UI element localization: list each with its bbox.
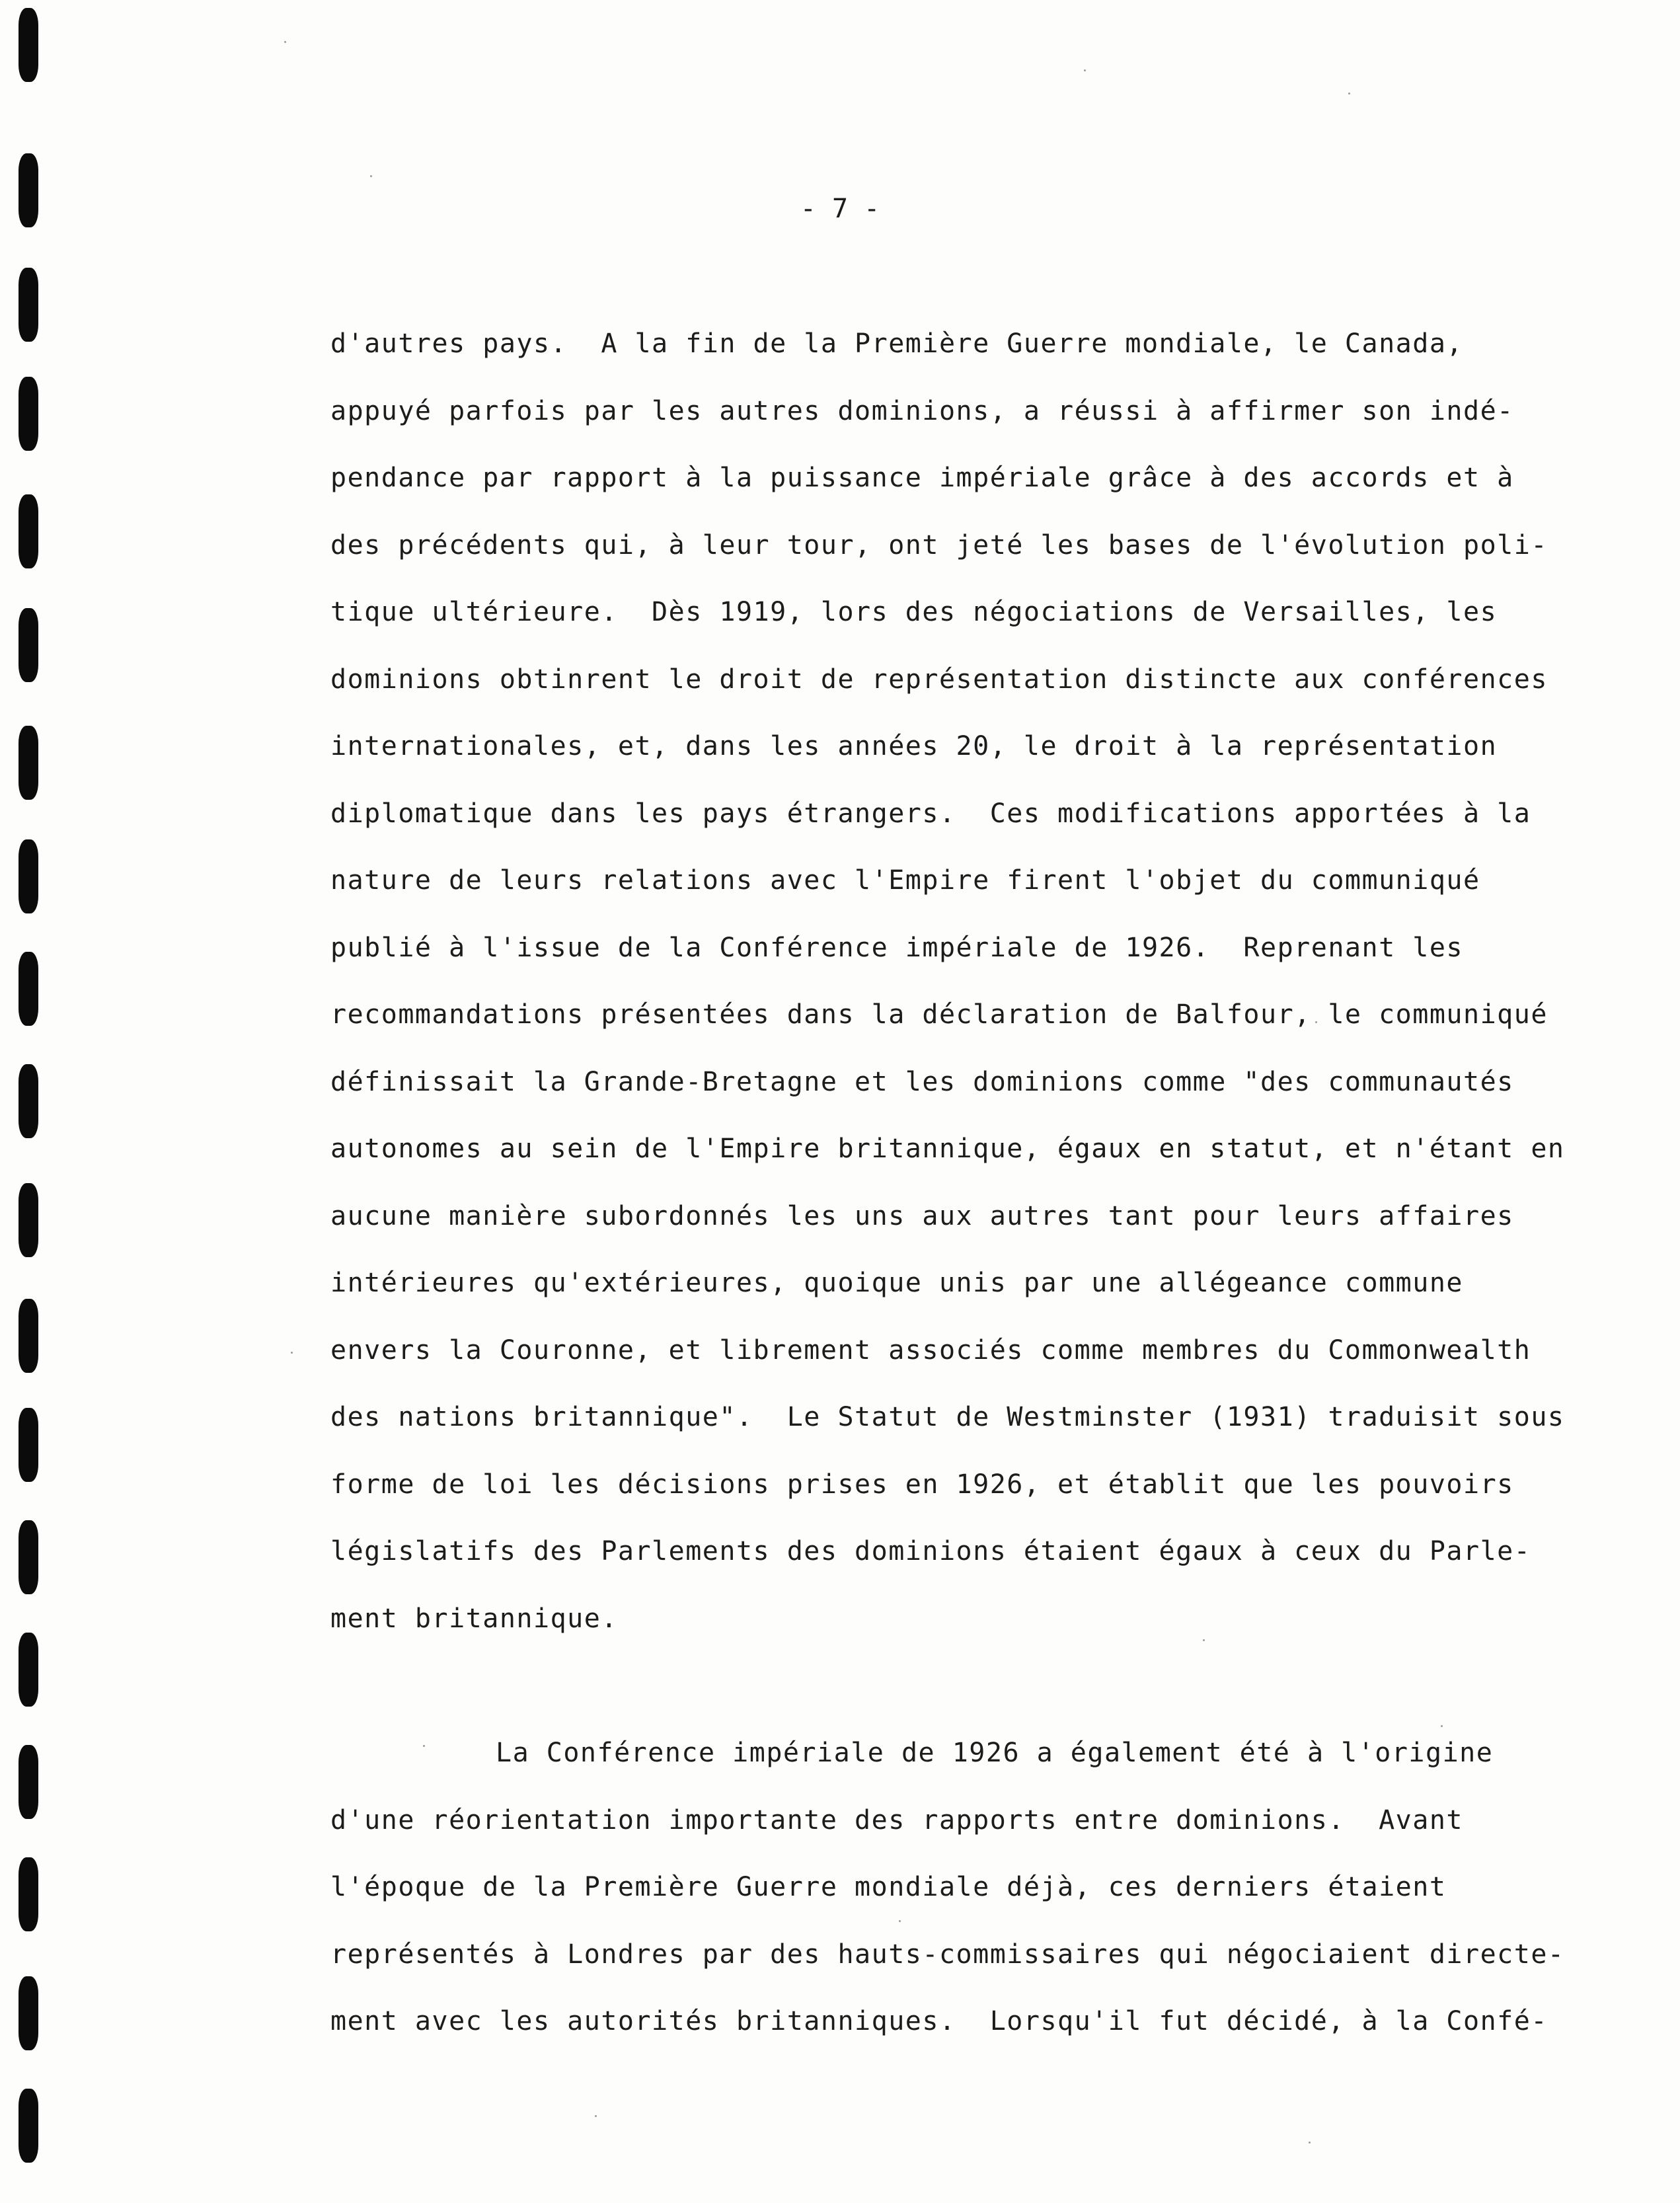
scan-speck [284,41,286,43]
text-line: publié à l'issue de la Conférence impériale de 1926. Reprenant les [330,932,1463,963]
binder-hole [19,8,38,82]
binder-hole [19,268,38,342]
scan-speck [291,1352,293,1354]
text-line: des nations britannique". Le Statut de Westminster (1931) traduisit sous [330,1402,1565,1432]
text-line: dominions obtinrent le droit de représentation distincte aux conférences [330,664,1548,695]
text-line: diplomatique dans les pays étrangers. Ces modifications apportées à la [330,798,1531,829]
text-line: aucune manière subordonnés les uns aux autres tant pour leurs affaires [330,1200,1514,1231]
body-text [330,327,1573,2072]
text-line: appuyé parfois par les autres dominions, a réussi à affirmer son indé- [330,395,1514,426]
binder-holes [9,0,42,2203]
binder-hole [19,1857,38,1931]
text-line: des précédents qui, à leur tour, ont jeté les bases de l'évolution poli- [330,529,1548,560]
text-line: ment britannique. [330,1603,618,1634]
text-line: représentés à Londres par des hauts-commissaires qui négociaient directe- [330,1939,1565,1970]
binder-hole [19,608,38,682]
binder-hole [19,494,38,568]
binder-hole [19,2089,38,2163]
binder-hole [19,1976,38,2050]
text-line: nature de leurs relations avec l'Empire firent l'objet du communiqué [330,865,1480,896]
binder-hole [19,377,38,451]
text-line: ment avec les autorités britanniques. Lorsqu'il fut décidé, à la Confé- [330,2006,1548,2036]
binder-hole [19,839,38,913]
binder-hole [19,1633,38,1707]
binder-hole [19,1064,38,1138]
text-line: législatifs des Parlements des dominions étaient égaux à ceux du Parle- [330,1536,1531,1566]
text-line: d'une réorientation importante des rapports entre dominions. Avant [330,1804,1463,1836]
binder-hole [19,1408,38,1482]
text-line: forme de loi les décisions prises en 1926, et établit que les pouvoirs [330,1469,1514,1500]
text-line: définissait la Grande-Bretagne et les dominions comme "des communautés [330,1066,1514,1097]
text-line: intérieures qu'extérieures, quoique unis par une allégeance commune [330,1268,1463,1298]
text-line: l'époque de la Première Guerre mondiale déjà, ces derniers étaient [330,1872,1447,1902]
binder-hole [19,726,38,800]
paragraph [330,327,1573,1669]
page-number: - 7 - [800,194,880,224]
text-line: La Conférence impériale de 1926 a également été à l'origine [496,1738,1494,1768]
text-line: recommandations présentées dans la déclaration de Balfour, le communiqué [330,999,1548,1030]
text-line: envers la Couronne, et librement associés comme membres du Commonwealth [330,1334,1531,1366]
binder-hole [19,1520,38,1594]
text-line: autonomes au sein de l'Empire britannique, égaux en statut, et n'étant en [330,1134,1565,1164]
scan-speck [370,175,372,177]
scan-speck [1084,69,1086,71]
paragraph [330,1736,1573,2072]
text-line: d'autres pays. A la fin de la Première Guerre mondiale, le Canada, [330,329,1463,359]
binder-hole [19,952,38,1026]
text-line: tique ultérieure. Dès 1919, lors des négociations de Versailles, les [330,597,1498,627]
scan-speck [1309,2142,1311,2144]
binder-hole [19,1299,38,1373]
binder-hole [19,1183,38,1257]
text-line: pendance par rapport à la puissance impériale grâce à des accords et à [330,463,1514,493]
scan-speck [595,2115,597,2117]
binder-hole [19,1745,38,1819]
scan-speck [1348,93,1350,95]
text-line: internationales, et, dans les années 20, le droit à la représentation [330,731,1498,761]
